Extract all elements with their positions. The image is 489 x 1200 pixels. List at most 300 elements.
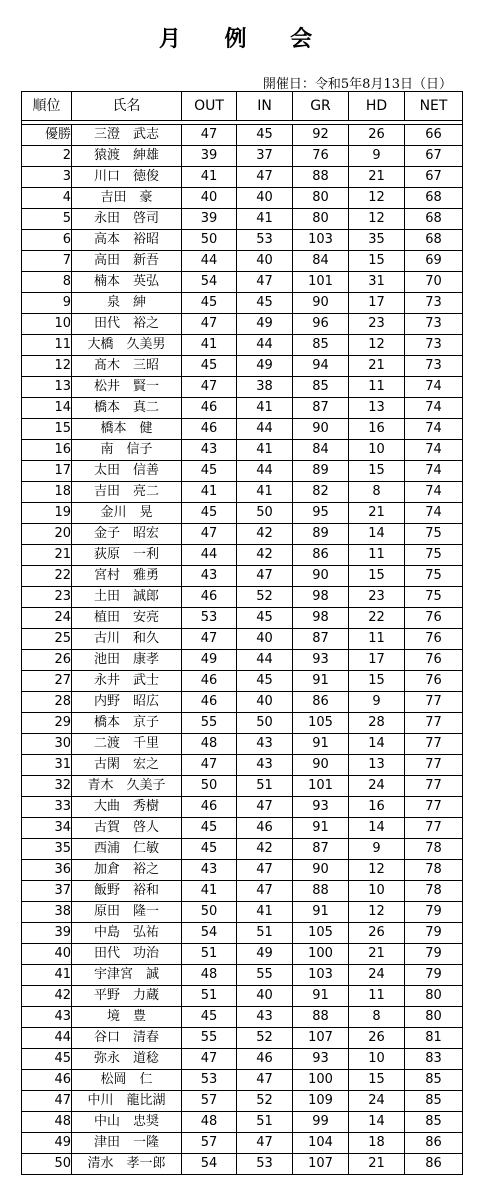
net-score: 83	[405, 1049, 463, 1070]
out-score: 45	[182, 461, 237, 482]
gross-score: 103	[293, 230, 349, 251]
player-name: 南 信子	[72, 440, 182, 461]
in-score: 47	[237, 272, 293, 293]
handicap: 11	[349, 545, 405, 566]
table-header	[22, 92, 463, 125]
out-score: 40	[182, 188, 237, 209]
rank: 29	[22, 713, 72, 734]
player-name: 大橋 久美男	[72, 335, 182, 356]
gross-score: 93	[293, 797, 349, 818]
handicap: 15	[349, 671, 405, 692]
player-name: 中山 忠奨	[72, 1112, 182, 1133]
player-name: 川口 徳俊	[72, 167, 182, 188]
net-score: 80	[405, 1007, 463, 1028]
handicap: 12	[349, 902, 405, 923]
out-score: 45	[182, 503, 237, 524]
table-row	[22, 1154, 463, 1175]
out-score: 53	[182, 608, 237, 629]
net-score: 67	[405, 167, 463, 188]
player-name: 永井 武士	[72, 671, 182, 692]
rank: 11	[22, 335, 72, 356]
player-name: 古川 和久	[72, 629, 182, 650]
gross-score: 88	[293, 167, 349, 188]
out-score: 47	[182, 314, 237, 335]
net-score: 76	[405, 608, 463, 629]
header-gross: GR	[293, 92, 349, 121]
player-name: 青木 久美子	[72, 776, 182, 797]
out-score: 45	[182, 1007, 237, 1028]
rank: 46	[22, 1070, 72, 1091]
rank: 15	[22, 419, 72, 440]
handicap: 21	[349, 1154, 405, 1175]
handicap: 14	[349, 1112, 405, 1133]
handicap: 31	[349, 272, 405, 293]
handicap: 12	[349, 209, 405, 230]
net-score: 78	[405, 881, 463, 902]
gross-score: 94	[293, 356, 349, 377]
in-score: 37	[237, 146, 293, 167]
net-score: 74	[405, 440, 463, 461]
gross-score: 103	[293, 965, 349, 986]
in-score: 47	[237, 167, 293, 188]
gross-score: 80	[293, 188, 349, 209]
rank: 48	[22, 1112, 72, 1133]
in-score: 43	[237, 755, 293, 776]
player-name: 吉田 亮二	[72, 482, 182, 503]
out-score: 43	[182, 566, 237, 587]
in-score: 50	[237, 503, 293, 524]
net-score: 74	[405, 398, 463, 419]
rank: 14	[22, 398, 72, 419]
out-score: 55	[182, 1028, 237, 1049]
player-name: 古閑 宏之	[72, 755, 182, 776]
gross-score: 87	[293, 629, 349, 650]
header-out: OUT	[182, 92, 237, 121]
net-score: 66	[405, 125, 463, 146]
rank: 10	[22, 314, 72, 335]
out-score: 47	[182, 377, 237, 398]
player-name: 吉田 豪	[72, 188, 182, 209]
in-score: 49	[237, 356, 293, 377]
net-score: 85	[405, 1070, 463, 1091]
table-row	[22, 146, 463, 167]
net-score: 85	[405, 1112, 463, 1133]
rank: 24	[22, 608, 72, 629]
in-score: 40	[237, 188, 293, 209]
table-row	[22, 839, 463, 860]
out-score: 39	[182, 146, 237, 167]
handicap: 22	[349, 608, 405, 629]
in-score: 45	[237, 608, 293, 629]
in-score: 41	[237, 902, 293, 923]
handicap: 24	[349, 776, 405, 797]
net-score: 69	[405, 251, 463, 272]
gross-score: 86	[293, 692, 349, 713]
table-row	[22, 461, 463, 482]
handicap: 17	[349, 650, 405, 671]
in-score: 40	[237, 692, 293, 713]
net-score: 68	[405, 188, 463, 209]
table-row	[22, 881, 463, 902]
table-row	[22, 440, 463, 461]
header-net: NET	[405, 92, 463, 121]
in-score: 43	[237, 1007, 293, 1028]
in-score: 50	[237, 713, 293, 734]
out-score: 54	[182, 1154, 237, 1175]
out-score: 54	[182, 923, 237, 944]
rank: 31	[22, 755, 72, 776]
out-score: 46	[182, 587, 237, 608]
gross-score: 93	[293, 1049, 349, 1070]
in-score: 40	[237, 986, 293, 1007]
in-score: 47	[237, 1070, 293, 1091]
table-row	[22, 398, 463, 419]
in-score: 44	[237, 419, 293, 440]
in-score: 44	[237, 461, 293, 482]
net-score: 73	[405, 335, 463, 356]
gross-score: 107	[293, 1154, 349, 1175]
player-name: 泉 紳	[72, 293, 182, 314]
handicap: 8	[349, 482, 405, 503]
player-name: 西浦 仁敏	[72, 839, 182, 860]
table-row	[22, 251, 463, 272]
player-name: 弥永 道稔	[72, 1049, 182, 1070]
net-score: 76	[405, 629, 463, 650]
handicap: 13	[349, 398, 405, 419]
handicap: 21	[349, 944, 405, 965]
gross-score: 86	[293, 545, 349, 566]
player-name: 太田 信善	[72, 461, 182, 482]
gross-score: 91	[293, 902, 349, 923]
table-row	[22, 587, 463, 608]
net-score: 75	[405, 566, 463, 587]
net-score: 75	[405, 524, 463, 545]
net-score: 68	[405, 230, 463, 251]
gross-score: 98	[293, 608, 349, 629]
out-score: 46	[182, 671, 237, 692]
gross-score: 89	[293, 524, 349, 545]
handicap: 23	[349, 314, 405, 335]
gross-score: 92	[293, 125, 349, 146]
in-score: 40	[237, 251, 293, 272]
handicap: 11	[349, 377, 405, 398]
rank: 17	[22, 461, 72, 482]
player-name: 宇津宮 誠	[72, 965, 182, 986]
handicap: 17	[349, 293, 405, 314]
in-score: 47	[237, 860, 293, 881]
handicap: 35	[349, 230, 405, 251]
table-row	[22, 419, 463, 440]
rank: 38	[22, 902, 72, 923]
in-score: 45	[237, 293, 293, 314]
player-name: 大曲 秀樹	[72, 797, 182, 818]
out-score: 50	[182, 776, 237, 797]
rank: 8	[22, 272, 72, 293]
gross-score: 88	[293, 1007, 349, 1028]
rank: 44	[22, 1028, 72, 1049]
in-score: 49	[237, 314, 293, 335]
out-score: 46	[182, 692, 237, 713]
gross-score: 101	[293, 272, 349, 293]
in-score: 47	[237, 881, 293, 902]
net-score: 67	[405, 146, 463, 167]
player-name: 橋本 健	[72, 419, 182, 440]
rank: 4	[22, 188, 72, 209]
gross-score: 90	[293, 566, 349, 587]
out-score: 53	[182, 1070, 237, 1091]
in-score: 53	[237, 1154, 293, 1175]
out-score: 46	[182, 398, 237, 419]
out-score: 57	[182, 1133, 237, 1154]
in-score: 40	[237, 629, 293, 650]
table-row	[22, 902, 463, 923]
net-score: 79	[405, 902, 463, 923]
in-score: 53	[237, 230, 293, 251]
player-name: 中川 龍比湖	[72, 1091, 182, 1112]
handicap: 15	[349, 566, 405, 587]
handicap: 26	[349, 1028, 405, 1049]
handicap: 16	[349, 797, 405, 818]
out-score: 47	[182, 629, 237, 650]
out-score: 48	[182, 965, 237, 986]
in-score: 42	[237, 524, 293, 545]
rank: 23	[22, 587, 72, 608]
table-row	[22, 314, 463, 335]
handicap: 10	[349, 440, 405, 461]
out-score: 50	[182, 902, 237, 923]
table-row	[22, 377, 463, 398]
player-name: 松井 賢一	[72, 377, 182, 398]
handicap: 11	[349, 629, 405, 650]
handicap: 14	[349, 818, 405, 839]
gross-score: 87	[293, 839, 349, 860]
out-score: 46	[182, 419, 237, 440]
table-row	[22, 230, 463, 251]
player-name: 猿渡 紳雄	[72, 146, 182, 167]
player-name: 髙木 三昭	[72, 356, 182, 377]
out-score: 45	[182, 818, 237, 839]
handicap: 24	[349, 1091, 405, 1112]
out-score: 54	[182, 272, 237, 293]
handicap: 12	[349, 188, 405, 209]
rank: 16	[22, 440, 72, 461]
out-score: 41	[182, 167, 237, 188]
rank: 30	[22, 734, 72, 755]
out-score: 51	[182, 986, 237, 1007]
net-score: 68	[405, 209, 463, 230]
rank: 18	[22, 482, 72, 503]
rank: 20	[22, 524, 72, 545]
player-name: 加倉 裕之	[72, 860, 182, 881]
net-score: 74	[405, 377, 463, 398]
net-score: 76	[405, 650, 463, 671]
in-score: 45	[237, 125, 293, 146]
gross-score: 95	[293, 503, 349, 524]
in-score: 41	[237, 440, 293, 461]
out-score: 44	[182, 251, 237, 272]
out-score: 41	[182, 881, 237, 902]
rank: 32	[22, 776, 72, 797]
table-row	[22, 1028, 463, 1049]
player-name: 橋本 京子	[72, 713, 182, 734]
table-row	[22, 818, 463, 839]
gross-score: 85	[293, 335, 349, 356]
gross-score: 82	[293, 482, 349, 503]
table-row	[22, 944, 463, 965]
player-name: 飯野 裕和	[72, 881, 182, 902]
table-row	[22, 503, 463, 524]
in-score: 51	[237, 923, 293, 944]
in-score: 41	[237, 482, 293, 503]
rank: 37	[22, 881, 72, 902]
gross-score: 100	[293, 944, 349, 965]
table-row	[22, 713, 463, 734]
in-score: 44	[237, 650, 293, 671]
table-row	[22, 650, 463, 671]
net-score: 75	[405, 545, 463, 566]
gross-score: 90	[293, 293, 349, 314]
out-score: 45	[182, 839, 237, 860]
in-score: 52	[237, 1091, 293, 1112]
in-score: 41	[237, 398, 293, 419]
rank: 2	[22, 146, 72, 167]
table-row	[22, 1070, 463, 1091]
rank: 5	[22, 209, 72, 230]
player-name: 原田 隆一	[72, 902, 182, 923]
rank: 45	[22, 1049, 72, 1070]
net-score: 74	[405, 461, 463, 482]
rank: 39	[22, 923, 72, 944]
table-row	[22, 671, 463, 692]
page-title: 月 例 会	[158, 26, 331, 52]
in-score: 42	[237, 545, 293, 566]
handicap: 16	[349, 419, 405, 440]
gross-score: 107	[293, 1028, 349, 1049]
player-name: 永田 啓司	[72, 209, 182, 230]
out-score: 51	[182, 944, 237, 965]
out-score: 47	[182, 524, 237, 545]
gross-score: 88	[293, 881, 349, 902]
out-score: 41	[182, 335, 237, 356]
rank: 12	[22, 356, 72, 377]
in-score: 51	[237, 1112, 293, 1133]
table-row	[22, 209, 463, 230]
rank: 43	[22, 1007, 72, 1028]
gross-score: 91	[293, 734, 349, 755]
gross-score: 101	[293, 776, 349, 797]
out-score: 43	[182, 860, 237, 881]
handicap: 10	[349, 1049, 405, 1070]
player-name: 楠本 英弘	[72, 272, 182, 293]
table-row	[22, 860, 463, 881]
net-score: 70	[405, 272, 463, 293]
rank: 27	[22, 671, 72, 692]
out-score: 47	[182, 1049, 237, 1070]
net-score: 73	[405, 356, 463, 377]
rank: 40	[22, 944, 72, 965]
player-name: 金川 晃	[72, 503, 182, 524]
handicap: 26	[349, 923, 405, 944]
in-score: 47	[237, 566, 293, 587]
out-score: 50	[182, 230, 237, 251]
handicap: 15	[349, 461, 405, 482]
table-row	[22, 608, 463, 629]
handicap: 15	[349, 1070, 405, 1091]
in-score: 46	[237, 818, 293, 839]
rank: 26	[22, 650, 72, 671]
player-name: 三澄 武志	[72, 125, 182, 146]
player-name: 宮村 雅勇	[72, 566, 182, 587]
table-row	[22, 545, 463, 566]
handicap: 21	[349, 167, 405, 188]
gross-score: 76	[293, 146, 349, 167]
out-score: 41	[182, 482, 237, 503]
net-score: 75	[405, 587, 463, 608]
player-name: 谷口 清春	[72, 1028, 182, 1049]
header-in: IN	[237, 92, 293, 121]
out-score: 43	[182, 440, 237, 461]
table-row	[22, 923, 463, 944]
rank: 21	[22, 545, 72, 566]
net-score: 74	[405, 503, 463, 524]
net-score: 77	[405, 818, 463, 839]
table-row	[22, 272, 463, 293]
header-name: 氏名	[72, 92, 182, 121]
gross-score: 90	[293, 860, 349, 881]
net-score: 81	[405, 1028, 463, 1049]
handicap: 9	[349, 692, 405, 713]
net-score: 77	[405, 797, 463, 818]
player-name: 清水 孝一郎	[72, 1154, 182, 1175]
rank: 19	[22, 503, 72, 524]
net-score: 74	[405, 482, 463, 503]
rank: 34	[22, 818, 72, 839]
net-score: 86	[405, 1133, 463, 1154]
player-name: 高田 新吾	[72, 251, 182, 272]
handicap: 28	[349, 713, 405, 734]
net-score: 78	[405, 839, 463, 860]
handicap: 9	[349, 839, 405, 860]
table-row	[22, 755, 463, 776]
table-row	[22, 335, 463, 356]
net-score: 77	[405, 713, 463, 734]
handicap: 14	[349, 734, 405, 755]
out-score: 46	[182, 797, 237, 818]
out-score: 49	[182, 650, 237, 671]
gross-score: 104	[293, 1133, 349, 1154]
table-row	[22, 629, 463, 650]
player-name: 二渡 千里	[72, 734, 182, 755]
table-row	[22, 986, 463, 1007]
rank: 42	[22, 986, 72, 1007]
results-table	[21, 91, 463, 1175]
in-score: 55	[237, 965, 293, 986]
table-row	[22, 1049, 463, 1070]
gross-score: 90	[293, 419, 349, 440]
table-row	[22, 965, 463, 986]
player-name: 中島 弘祐	[72, 923, 182, 944]
table-row	[22, 167, 463, 188]
handicap: 10	[349, 881, 405, 902]
gross-score: 93	[293, 650, 349, 671]
handicap: 21	[349, 356, 405, 377]
out-score: 45	[182, 356, 237, 377]
in-score: 44	[237, 335, 293, 356]
in-score: 45	[237, 671, 293, 692]
in-score: 47	[237, 1133, 293, 1154]
in-score: 38	[237, 377, 293, 398]
table-row	[22, 293, 463, 314]
